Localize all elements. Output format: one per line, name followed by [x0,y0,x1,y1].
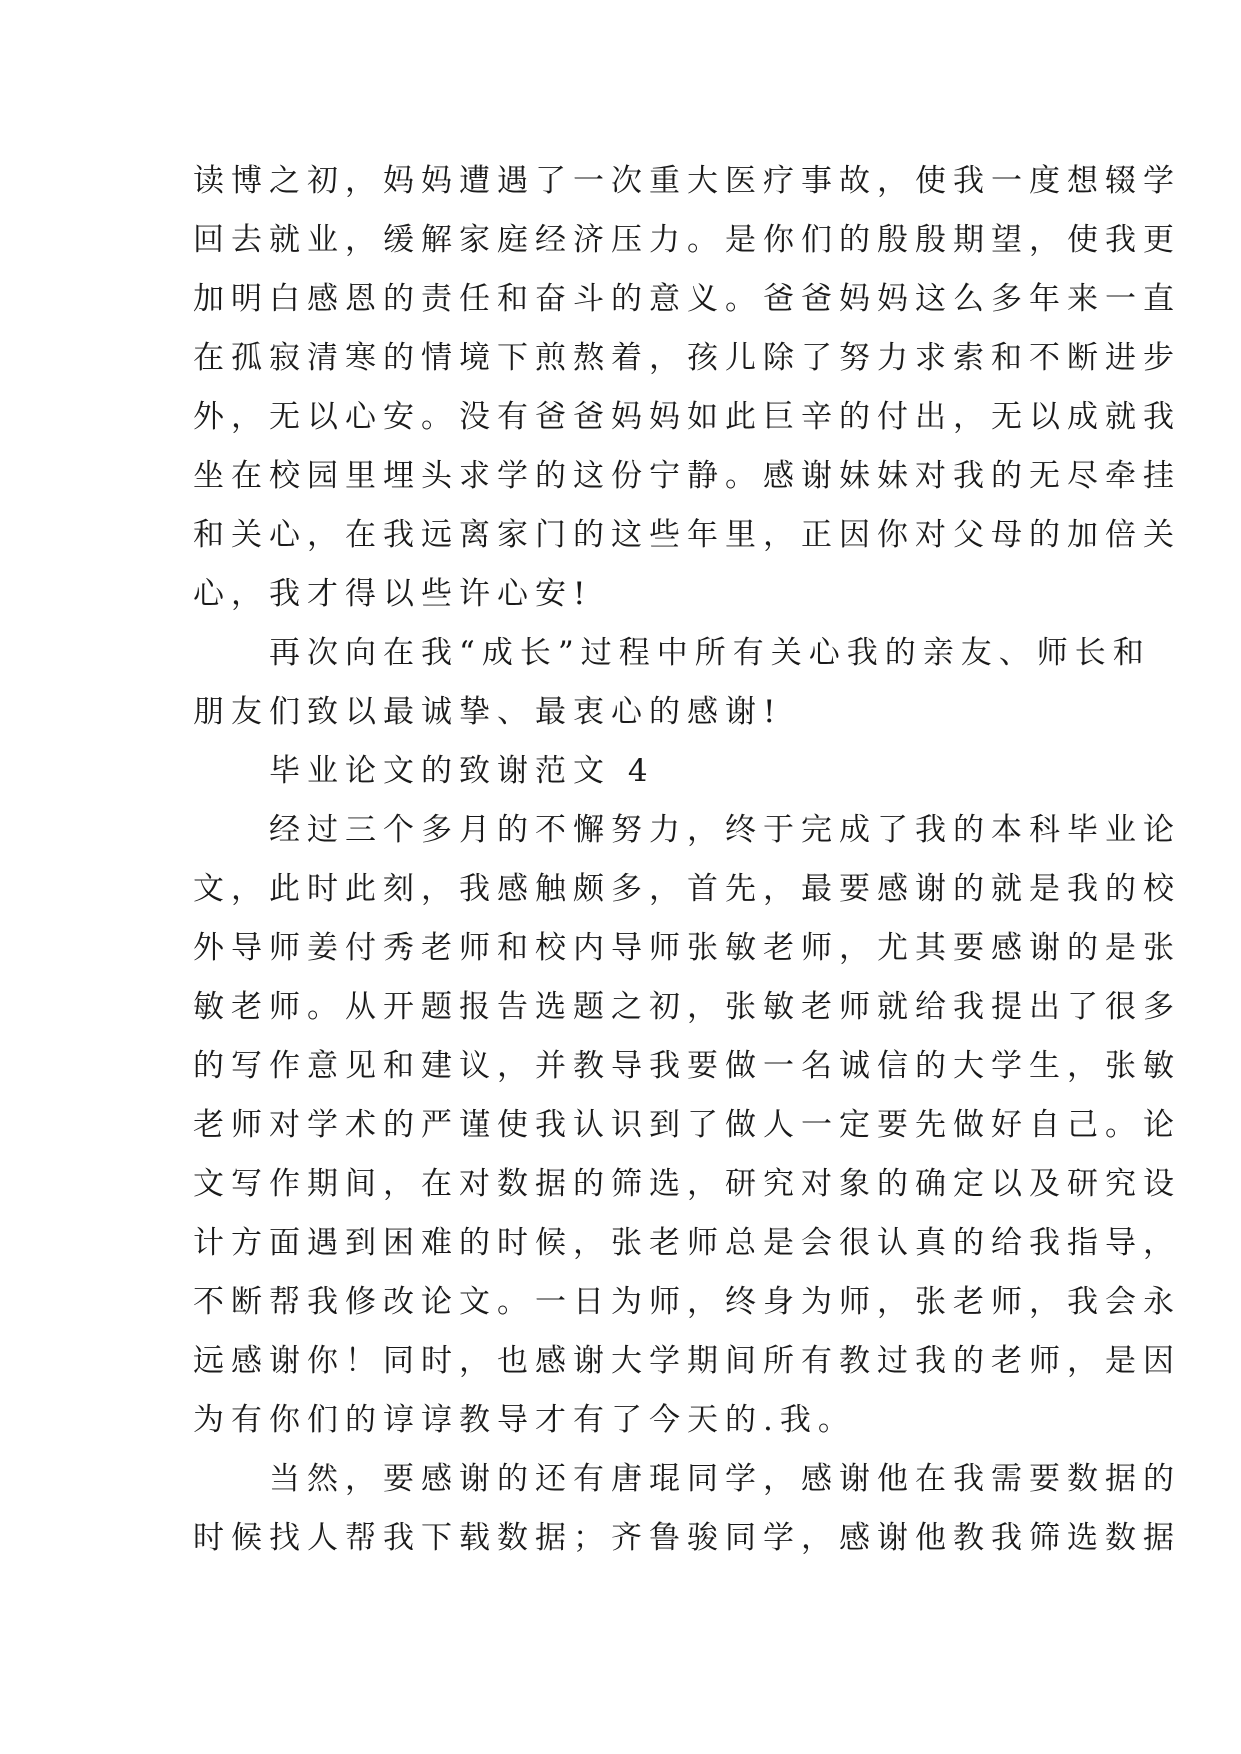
text-line: 和关心，在我远离家门的这些年里，正因你对父母的加倍关 [193,517,1181,553]
text-line: 老师对学术的严谨使我认识到了做人一定要先做好自己。论 [193,1107,1181,1143]
document-page [193,152,1181,1568]
text-line: 为有你们的谆谆教导才有了今天的.我。 [193,1402,856,1438]
text-line: 的写作意见和建议，并教导我要做一名诚信的大学生，张敏 [193,1048,1181,1084]
text-line: 外，无以心安。没有爸爸妈妈如此巨辛的付出，无以成就我 [193,399,1181,435]
text-line: 敏老师。从开题报告选题之初，张敏老师就给我提出了很多 [193,989,1181,1025]
text-line: 时候找人帮我下载数据；齐鲁骏同学，感谢他教我筛选数据 [193,1520,1181,1556]
text-line: 文写作期间，在对数据的筛选，研究对象的确定以及研究设 [193,1166,1181,1202]
text-line: 当然，要感谢的还有唐琨同学，感谢他在我需要数据的 [193,1461,1181,1497]
text-line: 外导师姜付秀老师和校内导师张敏老师，尤其要感谢的是张 [193,930,1181,966]
text-line: 经过三个多月的不懈努力，终于完成了我的本科毕业论 [193,812,1181,848]
text-line: 远感谢你！同时，也感谢大学期间所有教过我的老师，是因 [193,1343,1181,1379]
text-line: 再次向在我“成长”过程中所有关心我的亲友、师长和 [193,635,1151,671]
text-line: 文，此时此刻，我感触颇多，首先，最要感谢的就是我的校 [193,871,1181,907]
text-line: 读博之初，妈妈遭遇了一次重大医疗事故，使我一度想辍学 [193,163,1181,199]
text-line: 心，我才得以些许心安! [193,576,593,612]
text-line: 坐在校园里埋头求学的这份宁静。感谢妹妹对我的无尽牵挂 [193,458,1181,494]
text-line: 朋友们致以最诚挚、最衷心的感谢! [193,694,783,730]
text-line: 回去就业，缓解家庭经济压力。是你们的殷殷期望，使我更 [193,222,1181,258]
text-line: 计方面遇到困难的时候，张老师总是会很认真的给我指导， [193,1225,1181,1261]
text-line: 不断帮我修改论文。一日为师，终身为师，张老师，我会永 [193,1284,1181,1320]
text-line: 加明白感恩的责任和奋斗的意义。爸爸妈妈这么多年来一直 [193,281,1181,317]
text-line: 在孤寂清寒的情境下煎熬着，孩儿除了努力求索和不断进步 [193,340,1181,376]
section-heading: 毕业论文的致谢范文 4 [193,753,655,789]
